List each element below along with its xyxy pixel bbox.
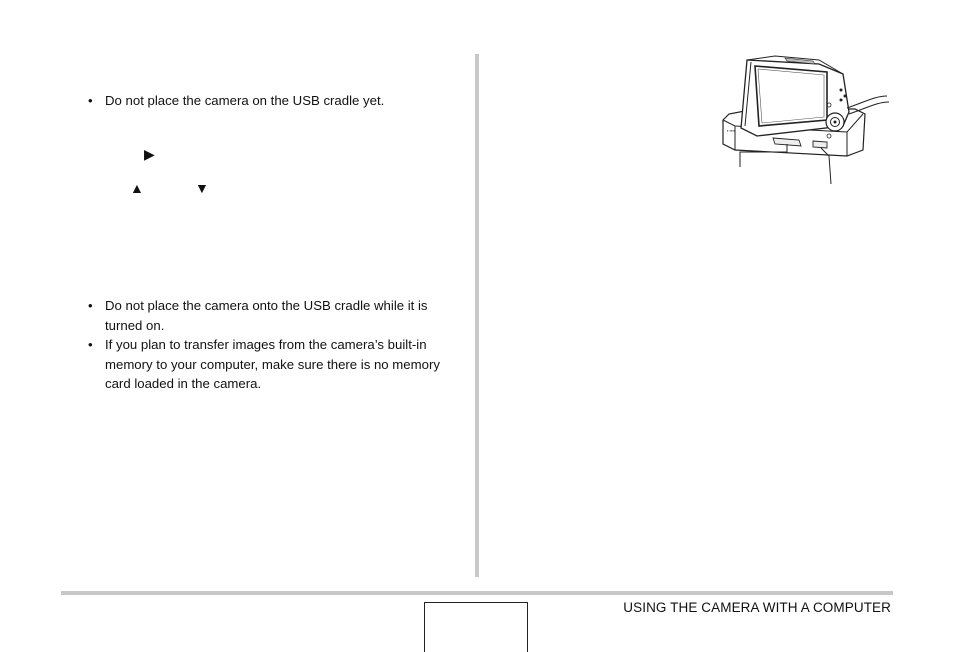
bullet-dot: •	[88, 93, 93, 108]
up-arrow-icon: ▲	[130, 180, 144, 196]
bullet-dot: •	[88, 298, 93, 313]
note-text: Do not place the camera onto the USB cradle while it is turned on.	[105, 298, 428, 333]
note-do-not-place-yet	[88, 91, 460, 111]
note-text: Do not place the camera on the USB cradle yet.	[105, 93, 385, 108]
bullet-dot: •	[88, 337, 93, 352]
page-number-box	[424, 602, 528, 652]
down-arrow-icon: ▼	[195, 180, 209, 196]
svg-text:▪ ▪▪▪▪: ▪ ▪▪▪▪	[727, 128, 736, 133]
note-camera-turned-on	[88, 296, 460, 335]
note-memory-card	[88, 335, 460, 394]
footer-rule	[61, 591, 893, 595]
right-arrow-icon: ▶	[144, 146, 155, 162]
column-divider	[475, 54, 479, 577]
section-title: USING THE CAMERA WITH A COMPUTER	[623, 600, 891, 615]
note-text: If you plan to transfer images from the camera’s built-in memory to your computer, make sure there is no memory card loaded in the camera.	[105, 337, 440, 391]
camera-on-usb-cradle-illustration	[715, 52, 895, 187]
